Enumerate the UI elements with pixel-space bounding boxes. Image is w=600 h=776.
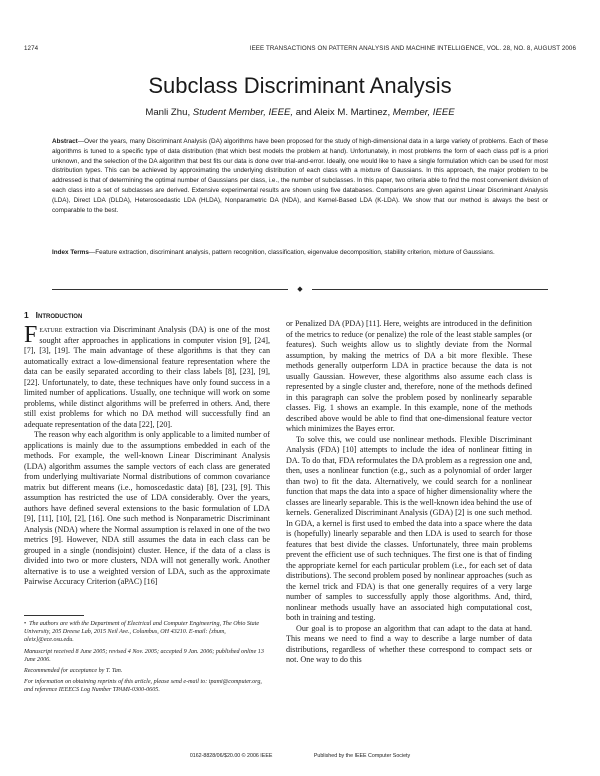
divider-line-left: [52, 289, 288, 290]
index-terms-text: —Feature extraction, discriminant analysis, pattern recognition, classification, eigenvalue decomposition, stability criterion, mixture of Gaussians.: [88, 249, 495, 256]
index-terms-label: Index Terms: [52, 249, 89, 256]
footnote-affiliation: [24, 620, 270, 645]
publisher: Published by the IEEE Computer Society: [313, 753, 411, 759]
journal-header: IEEE TRANSACTIONS ON PATTERN ANALYSIS AND MACHINE INTELLIGENCE, VOL. 28, NO. 8, AUGUST 2006: [249, 45, 576, 52]
footnote-reprints: For information on obtaining reprints of this article, please send e-mail to: tpami@computer.org, and reference IEEECS Log Number TPAMI-0300-0605.: [24, 679, 262, 694]
author-1-role: Student Member, IEEE,: [192, 107, 294, 118]
section-heading: [24, 310, 270, 320]
bullet-icon: •: [24, 621, 27, 627]
divider-line-right: [312, 289, 548, 290]
author-2-role: Member, IEEE: [392, 107, 455, 118]
paragraph-2: The reason why each algorithm is only applicable to a limited number of applications is mainly due to the assumptions embedded in each of the methods. For example, the well-known Linear Discriminant Analysis (LDA) algorithm assumes the sample vectors of each class are generated from underlying multivariate Normal distributions of common covariance matrix but different means (i.e., homoscedastic data) [8], [23], [9]. This assumption has restricted the use of LDA considerably. Over the years, authors have defined several extensions to the basic formulation of LDA [9], [11], [10], [2], [16]. One such method is Nonparametric Discriminant Analysis (NDA) where the Normal assumption is relaxed in one of the two metrics [9]. However, NDA still assumes the data in each class can be grouped in a single (nondisjoint) cluster. Hence, if the data of a class is divided into two or more clusters, NDA will not generally work. Another alternative is to use a weighted version of LDA, such as the approximate Pairwise Accuracy Criterion (aPAC) [16]: [24, 430, 271, 586]
page-footer: [24, 753, 576, 763]
abstract-text: —Over the years, many Discriminant Analysis (DA) algorithms have been proposed for the study of high-dimensional data in a large variety of problems. Each of these algorithms is tuned to a specific type of data distribution (that which best models the problem at hand). Unfortunately, in most problems the form of each class pdf is a priori unknown, and the selection of the DA algorithm that best fits our data is done over trial-and-error. Ideally, one would like to have a single formulation which can be used for most distribution types. This can be achieved by approximating the underlying distribution of each class with a mixture of Gaussians. In this approach, the major problem to be addressed is that of determining the optimal number of Gaussians per class, i.e., the number of subclasses. In this paper, two criteria able to find the most convenient division of each class into a set of subclasses are derived. Extensive experimental results are shown using five databases. Comparisons are given against Linear Discriminant Analysis (LDA), Direct LDA (DLDA), Heteroscedastic LDA (HLDA), Nonparametric DA (NDA), and Kernel-Based LDA (K-LDA). We show that our method is always the best or comparable to the best.: [52, 138, 548, 214]
footnote-manuscript: Manuscript received 8 June 2005; revised 4 Nov. 2005; accepted 9 Jan. 2006; published online 13 June 2006.: [24, 648, 264, 663]
page-number: 1274: [24, 45, 39, 52]
paragraph-1-text: extraction via Discriminant Analysis (DA) is one of the most sought after approaches in applications in computer vision [9], [24], [7], [3], [19]. The main advantage of these algorithms is that they can automatically extract a low-dimensional feature representation where the data can be easily separated according to their class labels [8], [23], [9], [22]. Unfortunately, to date, these techniques have only found success in a limited number of applications. Usually, one technique will work on some problems, while distinct algorithms will be preferred in others. And, there still exist problems for which no DA method will successfully find an adequate representation of the data [22], [20].: [24, 325, 270, 429]
paragraph-5: Our goal is to propose an algorithm that can adapt to the data at hand. This means we need to find a way to describe a large number of data distributions, regardless of whether these correspond to compact sets or not. One way to do this: [286, 623, 532, 664]
paragraph-4: To solve this, we could use nonlinear methods. Flexible Discriminant Analysis (FDA) [10] attempts to include the idea of nonlinear fitting in DA. To do that, FDA reformulates the DA problem as a regression one and, then, uses a nonlinear function (e.g., such as a polynomial of order larger than two) to fit the data. Alternatively, we could search for a nonlinear function that maps the data into a space of higher dimensionality where the classes are linearly separable. This is the well-known idea behind the use of kernels. Generalized Discriminant Analysis (GDA) [2] is one such method. In GDA, a kernel is first used to embed the data into a space where the data is (hopefully) linearly separable and then LDA is used to search for those features that best divide the classes. Unfortunately, three main problems prevent the efficient use of such techniques. The first one is that of finding the appropriate kernel for each particular problem (i.e., for each set of data distributions). The second problem posed by nonlinear approaches (such as the kernel trick and FDA) is that one generally requires of a very large number of samples to successfully apply those algorithms. And, third, nonlinear methods usually have an associated high computational cost, both in training and testing.: [286, 434, 532, 622]
footnote-recommended: Recommended for acceptance by T. Tan.: [24, 668, 123, 675]
footnotes: [24, 620, 270, 698]
author-line: [0, 107, 600, 118]
section-number: 1: [24, 310, 29, 320]
abstract-label: Abstract: [52, 138, 78, 145]
footnote-affiliation-text: The authors are with the Department of Electrical and Computer Engineering, The Ohio State University, 205 Dreese Lab, 2015 Neil Ave., Columbus, OH 43210. E-mail: {zhum, aleix}@ece.osu.edu.: [24, 621, 260, 644]
section-divider: [52, 286, 548, 294]
index-terms: [52, 248, 548, 258]
column-left: [24, 310, 270, 588]
drop-cap: F: [24, 322, 38, 348]
paragraph-3: or Penalized DA (PDA) [11]. Here, weights are introduced in the definition of the metrics to reduce (or penalize) the role of the least stable samples (or features). Such weights allow us to slightly deviate from the Normal assumption, by making the metrics of DA a bit more flexible. These methods generally outperform LDA in practice because the data is not usually Gaussian. However, these algorithms also assume each class is represented by a single cluster and, therefore, none of the methods defined in this paragraph can solve the problem posed by nonlinearly separable classes. Fig. 1 shows an example. In this example, none of the methods described above would be able to find that one-dimensional feature vector which minimizes the Bayes error.: [286, 319, 532, 433]
paper-title: Subclass Discriminant Analysis: [148, 73, 452, 98]
copyright: 0162-8828/06/$20.00 © 2006 IEEE: [189, 753, 273, 759]
paragraph-1: [24, 322, 270, 430]
section-title: Introduction: [35, 310, 83, 320]
abstract: [52, 137, 548, 215]
author-2-name: and Aleix M. Martinez,: [295, 107, 391, 118]
first-word-rest: eature: [39, 325, 63, 334]
footnote-rule: [24, 615, 84, 616]
author-1-name: Manli Zhu,: [145, 107, 191, 118]
column-right: [286, 319, 532, 666]
running-head: [24, 45, 576, 57]
diamond-icon: ◆: [297, 285, 303, 293]
